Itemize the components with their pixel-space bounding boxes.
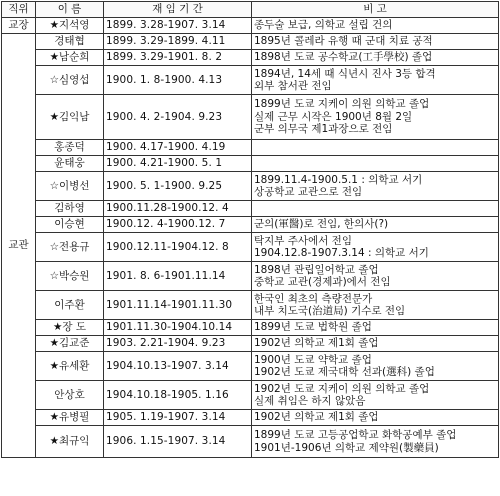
note-line: 내부 치도국(治道局) 기수로 전임 xyxy=(254,305,406,317)
name-cell: ★최규익 xyxy=(36,426,104,458)
note-cell xyxy=(252,410,499,426)
note-line: 1902년 의학교 제1회 졸업 xyxy=(254,337,379,350)
term-cell: 1899. 3.28-1907. 3.14 xyxy=(104,18,252,34)
note-cell xyxy=(252,66,499,95)
note-cell xyxy=(252,50,499,66)
table-row xyxy=(2,156,499,172)
table-row xyxy=(2,426,499,458)
note-line: 외부 참서관 전임 xyxy=(254,80,332,92)
term-cell: 1900. 4.17-1900. 4.19 xyxy=(104,140,252,156)
note-line: 상공학교 교관으로 전임 xyxy=(254,186,363,198)
name-cell: ★장 도 xyxy=(36,320,104,336)
term-cell: 1901.11.14-1901.11.30 xyxy=(104,291,252,320)
note-line xyxy=(254,202,496,215)
table-row xyxy=(2,66,499,95)
term-cell: 1903. 2.21-1904. 9.23 xyxy=(104,336,252,352)
term-cell: 1904.10.18-1905. 1.16 xyxy=(104,381,252,410)
term-cell: 1900.11.28-1900.12. 4 xyxy=(104,201,252,217)
table-row xyxy=(2,262,499,291)
table-row xyxy=(2,34,499,50)
name-cell: 홍종덕 xyxy=(36,140,104,156)
name-cell: ☆이병선 xyxy=(36,172,104,201)
note-cell xyxy=(252,95,499,140)
note-line: 1899년 도쿄 법학원 졸업 xyxy=(254,321,372,334)
table-row xyxy=(2,410,499,426)
name-cell: ★김교준 xyxy=(36,336,104,352)
position-cell: 교장 xyxy=(2,18,36,34)
name-cell: ★유병필 xyxy=(36,410,104,426)
term-cell: 1900. 4.21-1900. 5. 1 xyxy=(104,156,252,172)
position-cell: 교관 xyxy=(2,34,36,458)
term-cell: 1900. 1. 8-1900. 4.13 xyxy=(104,66,252,95)
header-term: 재 임 기 간 xyxy=(104,2,252,18)
note-line: 실제 근무 시작은 1900년 8월 2일 xyxy=(254,110,413,123)
term-cell: 1900.12.11-1904.12. 8 xyxy=(104,233,252,262)
note-line xyxy=(254,157,496,170)
table-row xyxy=(2,172,499,201)
note-cell xyxy=(252,18,499,34)
note-line: 1902년 의학교 제1회 졸업 xyxy=(254,411,379,424)
table-row xyxy=(2,233,499,262)
note-cell xyxy=(252,381,499,410)
table-row xyxy=(2,320,499,336)
note-line: 1901년-1906년 의학교 제약원(製藥員) xyxy=(254,441,439,454)
note-cell xyxy=(252,336,499,352)
name-cell: ☆전용규 xyxy=(36,233,104,262)
note-line: 1898년 관립일어학교 졸업 xyxy=(254,263,379,276)
table-row xyxy=(2,381,499,410)
term-cell: 1900. 5. 1-1900. 9.25 xyxy=(104,172,252,201)
name-cell: 이승현 xyxy=(36,217,104,233)
term-cell: 1905. 1.19-1907. 3.14 xyxy=(104,410,252,426)
note-line: 한국인 최초의 측량전문가 xyxy=(254,292,373,305)
term-cell: 1904.10.13-1907. 3.14 xyxy=(104,352,252,381)
note-line: 1899.11.4-1900.5.1 : 의학교 서기 xyxy=(254,173,423,186)
note-line: 1902년 도쿄 지케이 의원 의학교 졸업 xyxy=(254,382,430,395)
name-cell: ★지석영 xyxy=(36,18,104,34)
note-line: 1895년 콜레라 유행 때 군대 치료 공적 xyxy=(254,35,433,48)
name-cell: 경태협 xyxy=(36,34,104,50)
name-cell: 안상호 xyxy=(36,381,104,410)
note-cell xyxy=(252,156,499,172)
term-cell: 1899. 3.29-1899. 4.11 xyxy=(104,34,252,50)
header-note: 비 고 xyxy=(252,2,499,18)
note-cell xyxy=(252,34,499,50)
term-cell: 1900. 4. 2-1904. 9.23 xyxy=(104,95,252,140)
name-cell: ★유세환 xyxy=(36,352,104,381)
note-line: 군부 의무국 제1과장으로 전임 xyxy=(254,123,393,136)
note-line: 1894년, 14세 때 식년시 진사 3등 합격 xyxy=(254,67,436,80)
header-position: 직위 xyxy=(2,2,36,18)
note-cell xyxy=(252,320,499,336)
table-row xyxy=(2,217,499,233)
term-cell: 1901.11.30-1904.10.14 xyxy=(104,320,252,336)
name-cell: 윤태웅 xyxy=(36,156,104,172)
note-line: 군의(軍醫)로 전임, 한의사(?) xyxy=(254,218,389,231)
name-cell: ★남순희 xyxy=(36,50,104,66)
note-line xyxy=(254,141,496,154)
term-cell: 1900.12. 4-1900.12. 7 xyxy=(104,217,252,233)
name-cell: ★김익남 xyxy=(36,95,104,140)
term-cell: 1901. 8. 6-1901.11.14 xyxy=(104,262,252,291)
term-cell: 1906. 1.15-1907. 3.14 xyxy=(104,426,252,458)
note-cell xyxy=(252,352,499,381)
term-cell: 1899. 3.29-1901. 8. 2 xyxy=(104,50,252,66)
note-line: 실제 취임은 하지 않았음 xyxy=(254,395,366,407)
table-row xyxy=(2,140,499,156)
note-cell xyxy=(252,262,499,291)
table-row xyxy=(2,201,499,217)
note-line: 1900년 도쿄 약학교 졸업 xyxy=(254,353,372,366)
note-line: 탁지부 주사에서 전임 xyxy=(254,234,352,247)
header-name: 이 름 xyxy=(36,2,104,18)
note-line: 1899년 도쿄 고등공업학교 화학공예부 졸업 xyxy=(254,429,457,441)
note-line: 종두술 보급, 의학교 설립 건의 xyxy=(254,19,393,32)
note-line: 1904.12.8-1907.3.14 : 의학교 서기 xyxy=(254,247,429,259)
name-cell: ☆박승원 xyxy=(36,262,104,291)
note-line: 1899년 도쿄 지케이 의원 의학교 졸업 xyxy=(254,98,430,111)
note-cell xyxy=(252,140,499,156)
name-cell: 이주환 xyxy=(36,291,104,320)
faculty-roster-table xyxy=(1,1,499,458)
note-cell xyxy=(252,201,499,217)
table-row xyxy=(2,50,499,66)
table-row xyxy=(2,95,499,140)
note-line: 중학교 교관(경제과)에서 전임 xyxy=(254,276,391,288)
name-cell: ☆심영섭 xyxy=(36,66,104,95)
table-row xyxy=(2,352,499,381)
table-row xyxy=(2,336,499,352)
note-cell xyxy=(252,233,499,262)
note-line: 1898년 도쿄 공수학교(工手學校) 졸업 xyxy=(254,51,433,64)
note-cell xyxy=(252,291,499,320)
table-row xyxy=(2,291,499,320)
header-row xyxy=(2,2,499,18)
table-row xyxy=(2,18,499,34)
roster-body xyxy=(2,18,499,458)
note-cell xyxy=(252,217,499,233)
name-cell: 김하영 xyxy=(36,201,104,217)
note-line: 1902년 도쿄 제국대학 선과(選科) 졸업 xyxy=(254,366,435,378)
note-cell xyxy=(252,172,499,201)
note-cell xyxy=(252,426,499,458)
